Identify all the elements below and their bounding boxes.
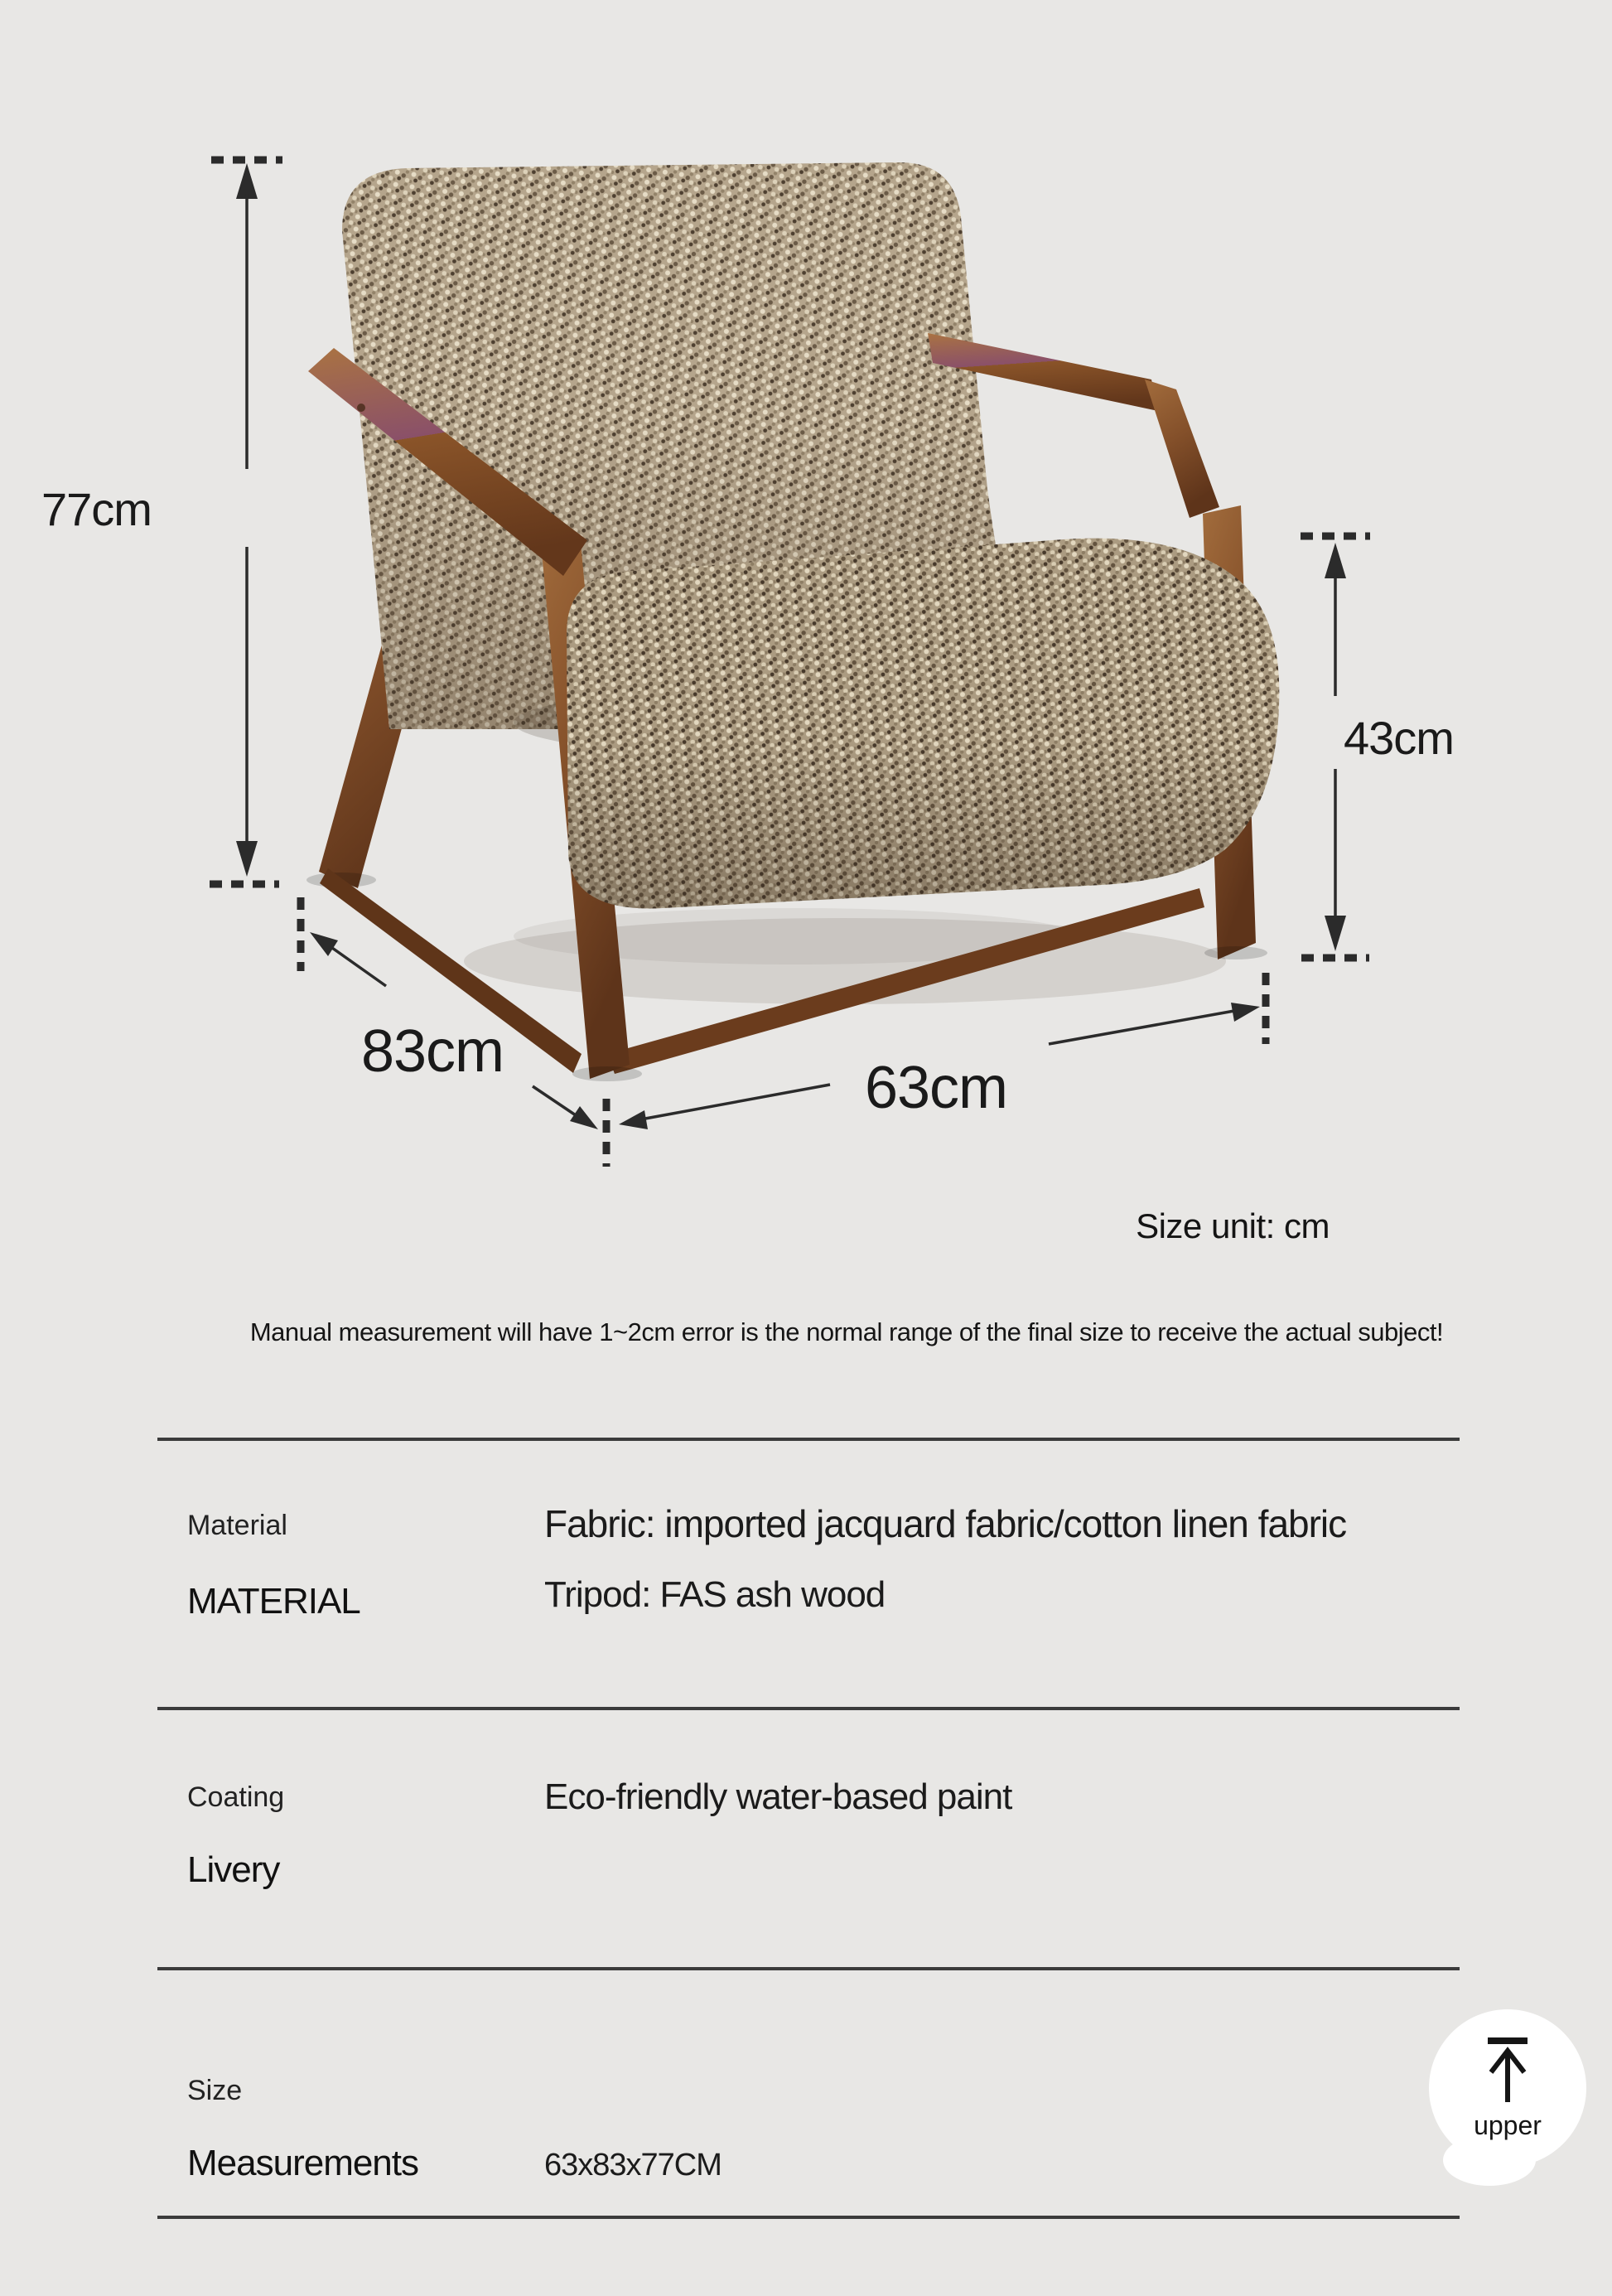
divider	[157, 2216, 1460, 2219]
dimension-height-77	[210, 160, 282, 884]
dimension-label-width: 63cm	[864, 1055, 1008, 1121]
divider	[157, 1967, 1460, 1970]
divider	[157, 1707, 1460, 1710]
divider	[157, 1438, 1460, 1441]
back-to-top-button[interactable]	[1429, 2009, 1586, 2167]
spec-label-coating-en: Coating	[187, 1781, 285, 1813]
size-unit-note: Size unit: cm	[1136, 1206, 1330, 1245]
spec-value-coating: Eco-friendly water-based paint	[544, 1776, 1012, 1817]
spec-label-coating-title: Livery	[187, 1849, 280, 1890]
spec-label-size-en: Size	[187, 2075, 243, 2106]
dimension-label-depth: 83cm	[360, 1018, 504, 1085]
spec-label-size-title: Measurements	[187, 2143, 419, 2183]
spec-label-material-en: Material	[187, 1510, 287, 1541]
spec-value-material-line1: Fabric: imported jacquard fabric/cotton linen fabric	[544, 1502, 1347, 1545]
spec-value-material-line2: Tripod: FAS ash wood	[544, 1574, 886, 1615]
arrow-to-top-icon	[1481, 2036, 1534, 2107]
spec-label-material-title: MATERIAL	[187, 1581, 360, 1622]
spec-value-size: 63x83x77CM	[544, 2148, 722, 2182]
dimension-label-height: 77cm	[41, 483, 152, 535]
measurement-disclaimer: Manual measurement will have 1~2cm error is the normal range of the final size to receive the actual subject!	[249, 1317, 1444, 1346]
dimension-label-seat-height: 43cm	[1344, 712, 1454, 764]
back-to-top-label: upper	[1474, 2110, 1542, 2140]
